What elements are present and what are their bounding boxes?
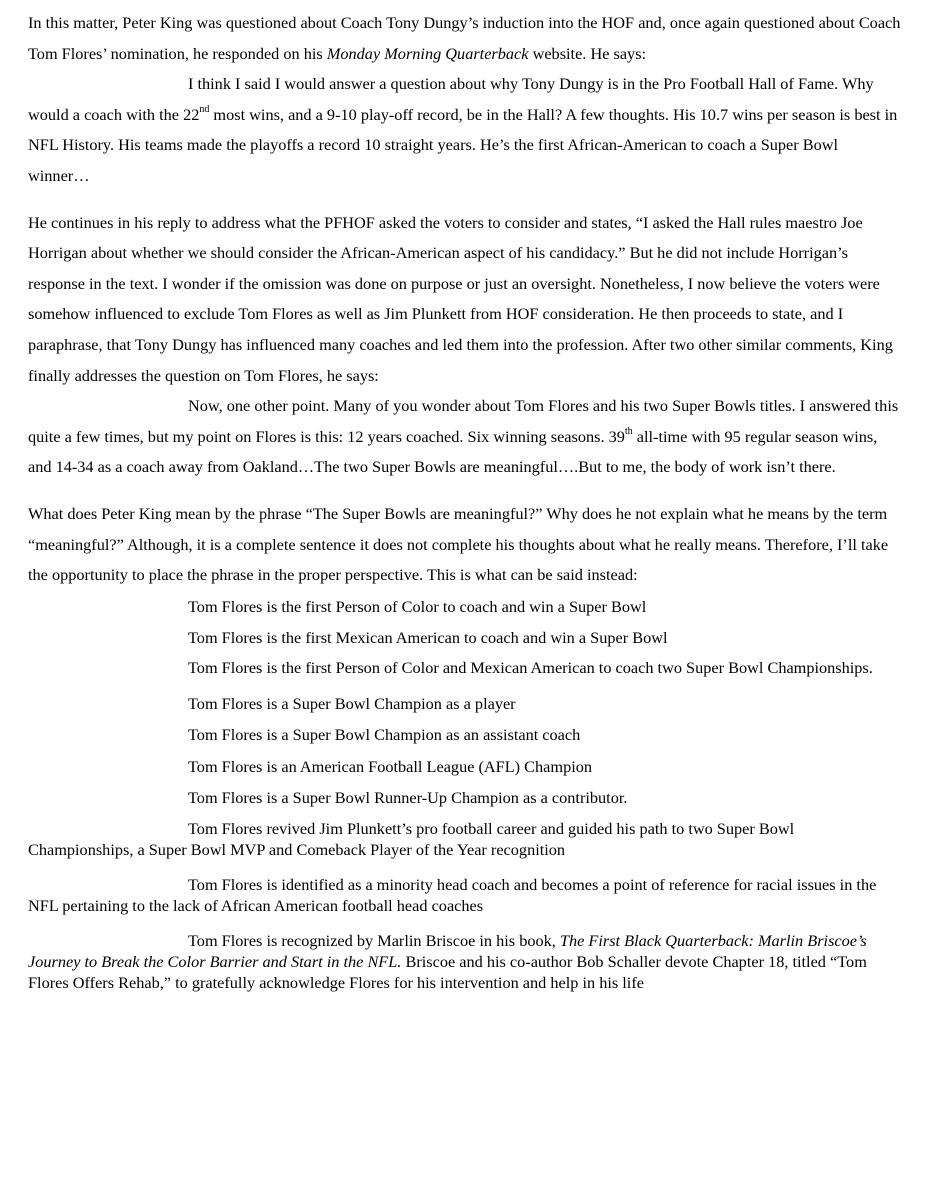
book-title: The First Black Quarterback: Marlin Briscoe’s Journey to Break the Color Barrier and Start in the NFL. xyxy=(28,930,867,971)
dungy-quote: I think I said I would answer a question about why Tony Dungy is in the Pro Football Hall of Fame. Why would a coach with the 22nd most wins, and a 9-10 play-off record, be in the Hall? A few thoughts. His 10.7 wins per season is best in NFL History. His teams made the playoffs a record 10 straight years. He’s the first African-American to coach a Super Bowl winner… xyxy=(28,74,898,185)
question-paragraph: What does Peter King mean by the phrase “The Super Bowls are meaningful?” Why does he not explain what he means by the term “meaningful?” Although, it is a complete sentence it does not complete his thoughts about what he really means. Therefore, I’ll take the opportunity to place the phrase in the proper perspective. This is what can be said instead: xyxy=(28,503,889,585)
flores-quote: Now, one other point. Many of you wonder about Tom Flores and his two Super Bowls titles. I answered this quite a few times, but my point on Flores is this: 12 years coached. Six winning seasons. 39th all-time with 95 regular season wins, and 14-34 as a coach away from Oakland…The two Super Bowls are meaningful….But to me, the body of work isn’t there. xyxy=(28,396,899,477)
list-item: Tom Flores is an American Football League (AFL) Champion xyxy=(188,756,593,776)
list-item: Tom Flores is the first Person of Color to coach and win a Super Bowl xyxy=(188,596,647,616)
website-title: Monday Morning Quarterback xyxy=(326,43,529,63)
analysis-paragraph: He continues in his reply to address what the PFHOF asked the voters to consider and states, “I asked the Hall rules maestro Joe Horrigan about whether we should consider the African-American aspect of his candidacy.” But he did not include Horrigan’s response in the text. I wonder if the omission was done on purpose or just an oversight. Nonetheless, I now believe the voters were somehow influenced to exclude Tom Flores as well as Jim Plunkett from HOF consideration. He then proceeds to state, and I paraphrase, that Tony Dungy has influenced many coaches and led them into the profession. After two other similar comments, King finally addresses the question on Tom Flores, he says: xyxy=(28,212,893,385)
list-item: Tom Flores revived Jim Plunkett’s pro football career and guided his path to two Super Bowl Championships, a Super Bowl MVP and Comeback Player of the Year recognition xyxy=(28,818,795,859)
list-item: Tom Flores is a Super Bowl Runner-Up Champion as a contributor. xyxy=(188,788,628,808)
list-item: Tom Flores is the first Person of Color and Mexican American to coach two Super Bowl Championships. xyxy=(188,657,873,677)
list-item: Tom Flores is a Super Bowl Champion as an assistant coach xyxy=(188,725,581,745)
document-page xyxy=(28,8,902,993)
intro-paragraph: In this matter, Peter King was questioned about Coach Tony Dungy’s induction into the HOF and, once again questioned about Coach Tom Flores’ nomination, he responded on his Monday Morning Quarterback website. He says: xyxy=(28,13,901,63)
list-item: Tom Flores is recognized by Marlin Briscoe in his book, The First Black Quarterback: Marlin Briscoe’s Journey to Break the Color Barrier and Start in the NFL. Briscoe and his co-author Bob Schaller devote Chapter 18, titled “Tom Flores Offers Rehab,” to gratefully acknowledge Flores for his intervention and help in his life xyxy=(28,930,867,992)
list-item: Tom Flores is identified as a minority head coach and becomes a point of reference for racial issues in the NFL pertaining to the lack of African American football head coaches xyxy=(28,874,877,915)
list-item: Tom Flores is a Super Bowl Champion as a player xyxy=(188,693,516,713)
list-item: Tom Flores is the first Mexican American to coach and win a Super Bowl xyxy=(188,628,668,648)
